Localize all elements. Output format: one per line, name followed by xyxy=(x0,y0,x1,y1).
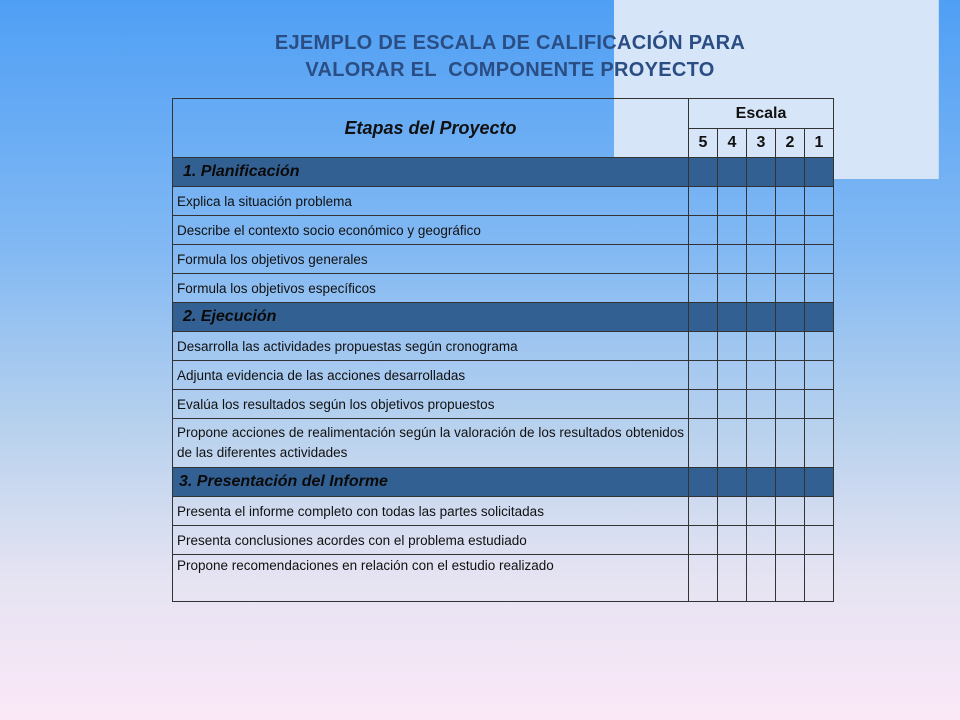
scale-cell[interactable] xyxy=(747,332,776,361)
criterion-label: Formula los objetivos generales xyxy=(173,245,689,274)
scale-cell[interactable] xyxy=(805,390,834,419)
table-row xyxy=(173,390,834,419)
scale-cell xyxy=(805,468,834,497)
scale-cell[interactable] xyxy=(805,555,834,602)
scale-cell[interactable] xyxy=(718,497,747,526)
scale-cell[interactable] xyxy=(747,216,776,245)
criterion-label: Formula los objetivos específicos xyxy=(173,274,689,303)
scale-cell xyxy=(776,468,805,497)
scale-cell[interactable] xyxy=(689,216,718,245)
scale-cell[interactable] xyxy=(776,555,805,602)
scale-cell[interactable] xyxy=(718,555,747,602)
table-row xyxy=(173,245,834,274)
scale-cell xyxy=(747,158,776,187)
table-row xyxy=(173,274,834,303)
title-line-1: EJEMPLO DE ESCALA DE CALIFICACIÓN PARA xyxy=(274,32,746,54)
criterion-label: Adjunta evidencia de las acciones desarrolladas xyxy=(173,361,689,390)
scale-cell[interactable] xyxy=(689,419,718,468)
scale-cell[interactable] xyxy=(747,274,776,303)
criterion-label: Desarrolla las actividades propuestas según cronograma xyxy=(173,332,689,361)
criterion-label: Explica la situación problema xyxy=(173,187,689,216)
scale-cell[interactable] xyxy=(805,361,834,390)
table-row xyxy=(173,361,834,390)
scale-value-2: 2 xyxy=(776,129,805,158)
scale-cell[interactable] xyxy=(718,245,747,274)
scale-cell[interactable] xyxy=(747,361,776,390)
scale-cell xyxy=(747,303,776,332)
table-row xyxy=(173,216,834,245)
scale-cell[interactable] xyxy=(805,419,834,468)
scale-cell[interactable] xyxy=(776,187,805,216)
scale-cell[interactable] xyxy=(776,332,805,361)
scale-value-4: 4 xyxy=(718,129,747,158)
criterion-label: Evalúa los resultados según los objetivos propuestos xyxy=(173,390,689,419)
criterion-label: Describe el contexto socio económico y geográfico xyxy=(173,216,689,245)
scale-cell[interactable] xyxy=(776,274,805,303)
scale-cell[interactable] xyxy=(747,526,776,555)
table-row xyxy=(173,526,834,555)
scale-cell xyxy=(689,468,718,497)
scale-cell xyxy=(718,468,747,497)
scale-cell xyxy=(776,303,805,332)
scale-cell[interactable] xyxy=(718,216,747,245)
scale-cell[interactable] xyxy=(776,497,805,526)
section-row-ejecucion xyxy=(173,303,834,332)
section-label: 1. Planificación xyxy=(173,158,689,187)
scale-cell[interactable] xyxy=(718,187,747,216)
scale-cell[interactable] xyxy=(718,361,747,390)
scale-cell[interactable] xyxy=(776,390,805,419)
scale-cell[interactable] xyxy=(805,332,834,361)
scale-cell xyxy=(718,303,747,332)
section-label: 2. Ejecución xyxy=(173,303,689,332)
criterion-label: Propone acciones de realimentación según la valoración de los resultados obtenidos de las diferentes actividades xyxy=(173,419,689,468)
scale-cell[interactable] xyxy=(747,187,776,216)
scale-cell[interactable] xyxy=(805,274,834,303)
table-row xyxy=(173,419,834,468)
scale-cell[interactable] xyxy=(776,526,805,555)
scale-cell xyxy=(718,158,747,187)
table-row xyxy=(173,187,834,216)
scale-cell[interactable] xyxy=(776,361,805,390)
scale-cell[interactable] xyxy=(747,390,776,419)
title-line-2: VALORAR EL COMPONENTE PROYECTO xyxy=(305,59,715,81)
scale-cell[interactable] xyxy=(747,497,776,526)
scale-cell xyxy=(689,158,718,187)
table-row xyxy=(173,497,834,526)
table-row xyxy=(173,555,834,602)
scale-cell[interactable] xyxy=(689,245,718,274)
scale-cell[interactable] xyxy=(689,497,718,526)
scale-cell xyxy=(805,158,834,187)
scale-cell[interactable] xyxy=(718,526,747,555)
scale-cell[interactable] xyxy=(805,245,834,274)
scale-cell[interactable] xyxy=(689,274,718,303)
criterion-label: Presenta el informe completo con todas las partes solicitadas xyxy=(173,497,689,526)
scale-cell[interactable] xyxy=(718,332,747,361)
scale-cell[interactable] xyxy=(805,497,834,526)
scale-cell[interactable] xyxy=(689,332,718,361)
scale-cell xyxy=(776,158,805,187)
scale-cell xyxy=(805,303,834,332)
scale-cell[interactable] xyxy=(776,216,805,245)
scale-cell[interactable] xyxy=(689,390,718,419)
criterion-label: Propone recomendaciones en relación con el estudio realizado xyxy=(173,555,689,602)
stages-header: Etapas del Proyecto xyxy=(173,99,689,158)
scale-cell[interactable] xyxy=(747,555,776,602)
scale-cell[interactable] xyxy=(718,274,747,303)
scale-cell[interactable] xyxy=(718,419,747,468)
scale-cell[interactable] xyxy=(776,419,805,468)
scale-cell[interactable] xyxy=(689,361,718,390)
scale-cell[interactable] xyxy=(805,526,834,555)
scale-cell[interactable] xyxy=(805,187,834,216)
scale-cell[interactable] xyxy=(747,245,776,274)
scale-value-1: 1 xyxy=(805,129,834,158)
rating-scale-table xyxy=(172,98,834,602)
scale-cell xyxy=(747,468,776,497)
scale-cell xyxy=(689,303,718,332)
scale-cell[interactable] xyxy=(689,187,718,216)
section-label: 3. Presentación del Informe xyxy=(173,468,689,497)
scale-value-5: 5 xyxy=(689,129,718,158)
scale-cell[interactable] xyxy=(805,216,834,245)
table-row xyxy=(173,332,834,361)
page-title xyxy=(172,30,848,84)
scale-cell[interactable] xyxy=(747,419,776,468)
scale-cell[interactable] xyxy=(689,526,718,555)
section-row-presentacion xyxy=(173,468,834,497)
criterion-label: Presenta conclusiones acordes con el problema estudiado xyxy=(173,526,689,555)
scale-cell[interactable] xyxy=(718,390,747,419)
scale-cell[interactable] xyxy=(689,555,718,602)
scale-header: Escala xyxy=(689,99,834,129)
scale-value-3: 3 xyxy=(747,129,776,158)
scale-cell[interactable] xyxy=(776,245,805,274)
section-row-planificacion xyxy=(173,158,834,187)
